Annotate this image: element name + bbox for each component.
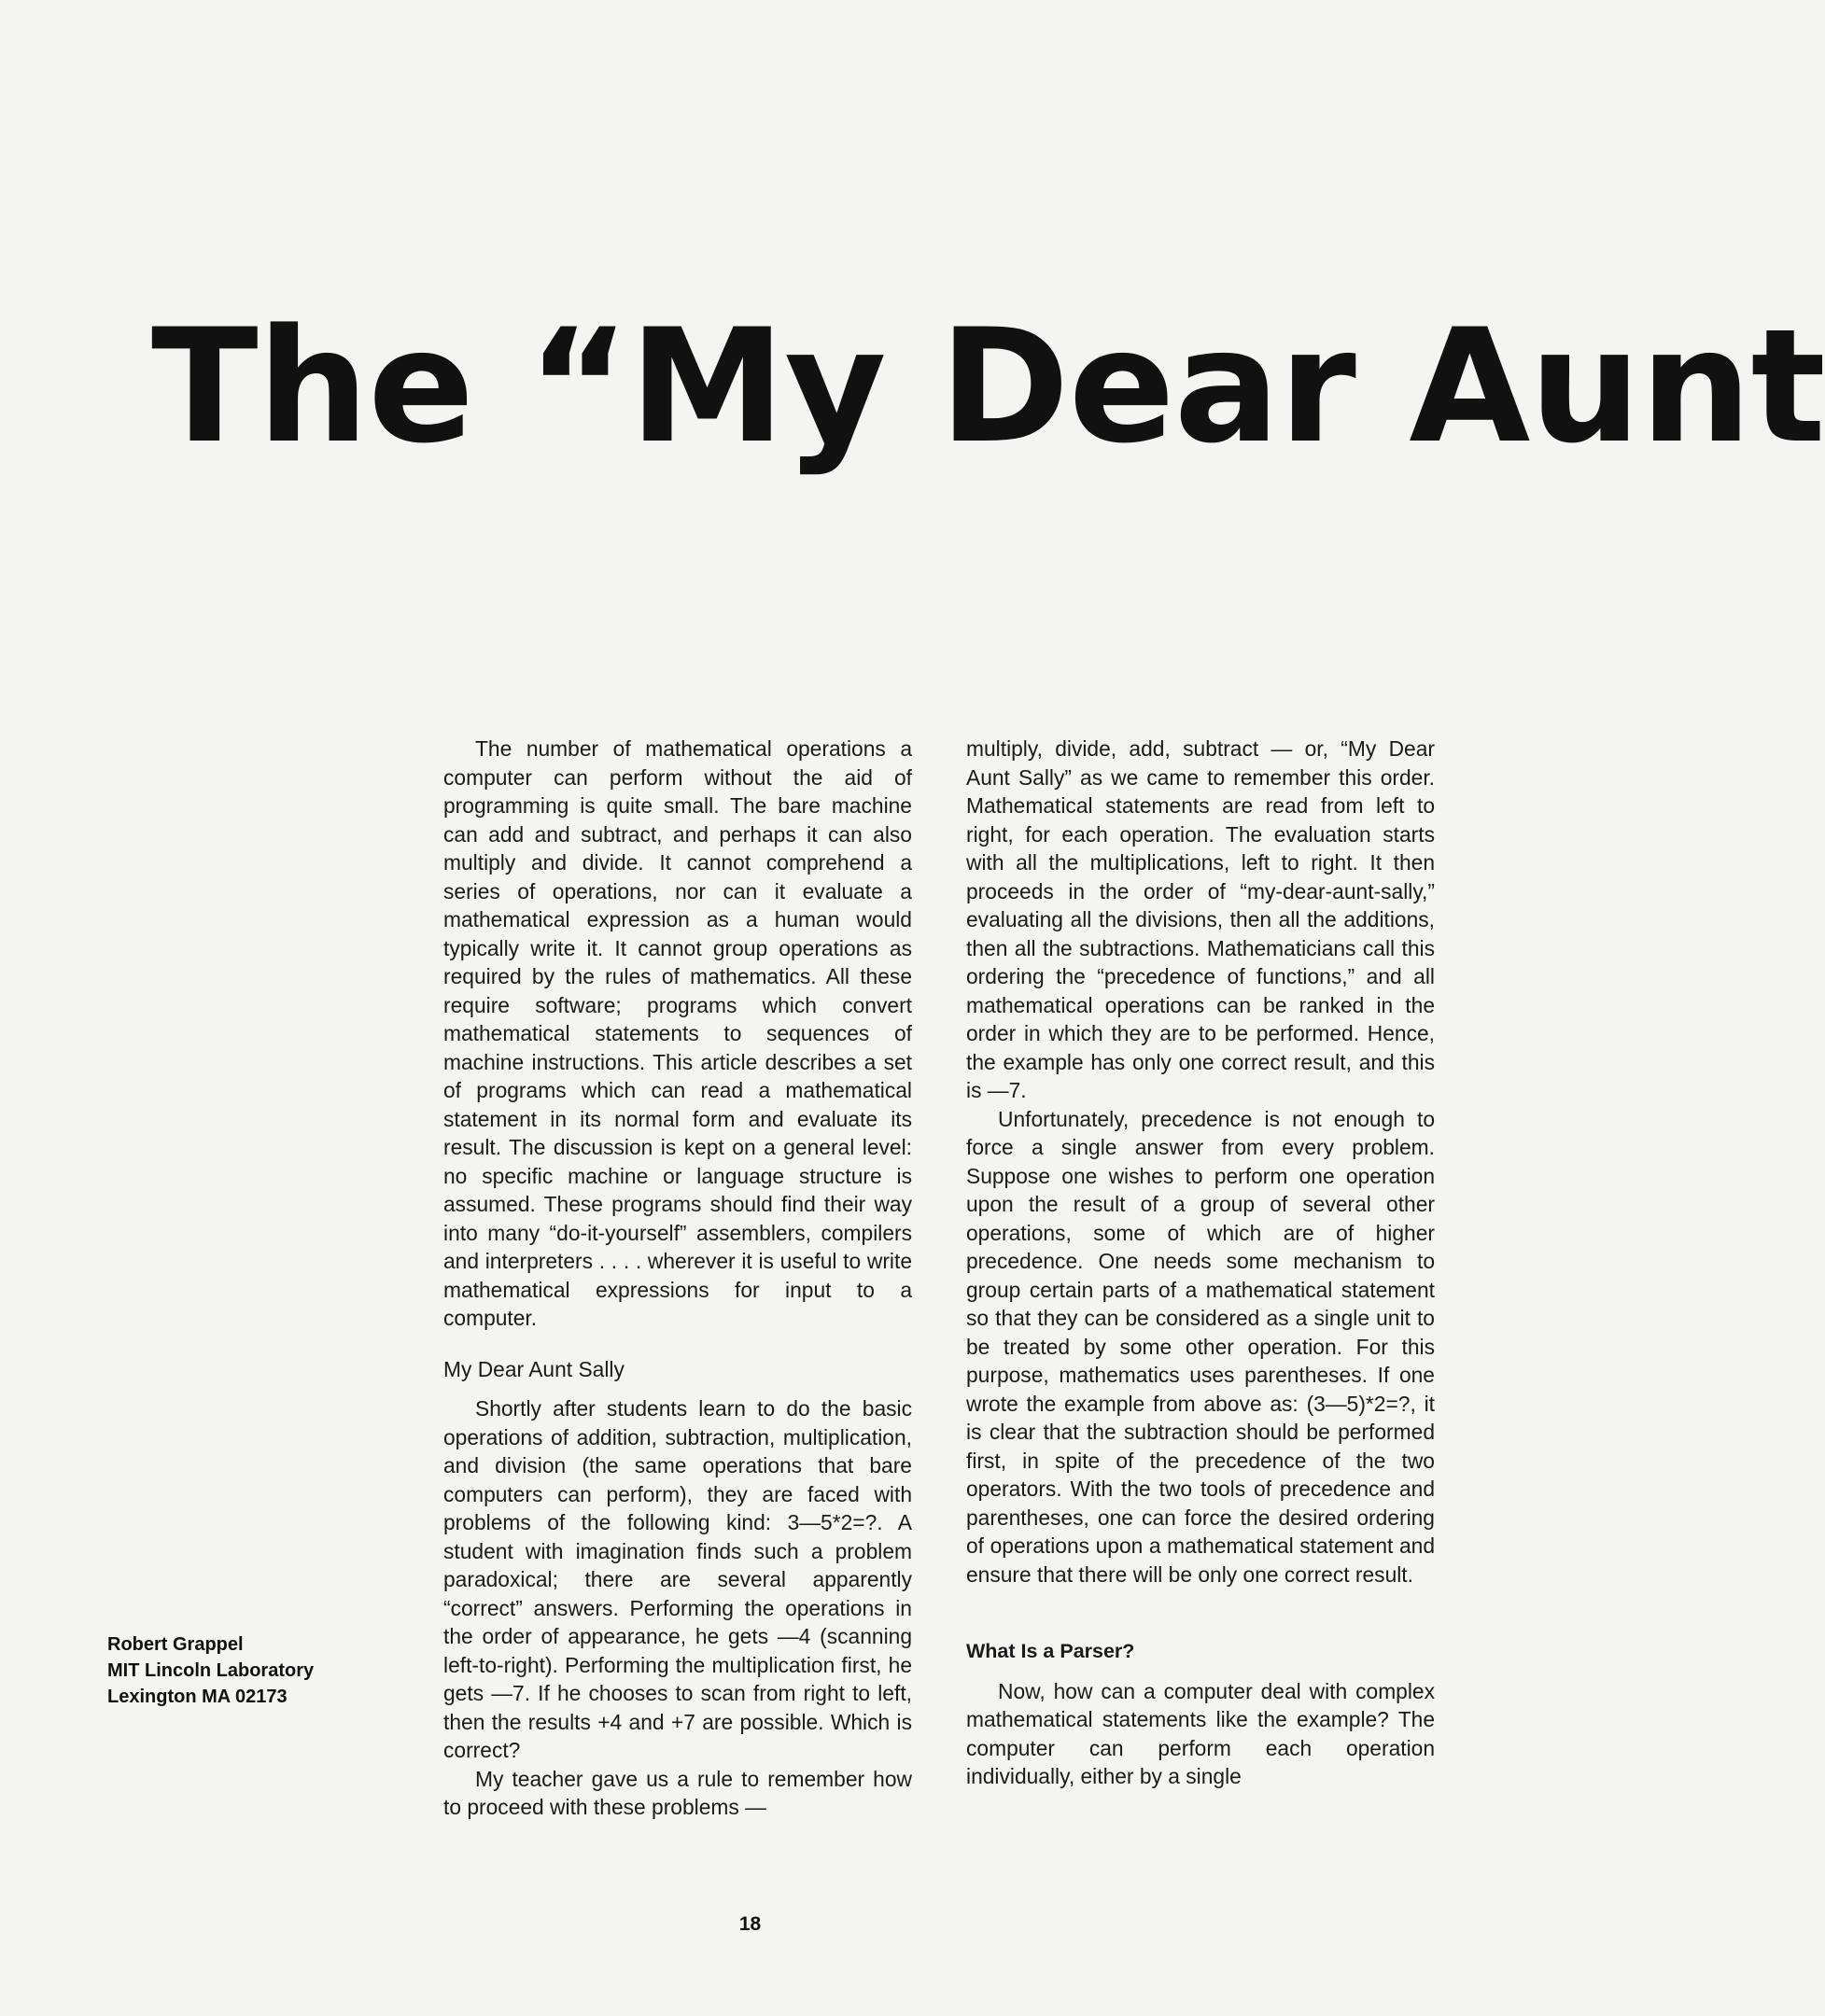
- intro-paragraph: The number of mathematical operations a computer can perform without the aid of programming is quite small. The bare machine can add and subtract, and perhaps it can also multiply and divide. It cannot comprehend a series of operations, nor can it evaluate a mathematical expression as a human would typically write it. It cannot group operations as required by the rules of mathematics. All these require software; programs which convert mathematical statements to sequences of machine instructions. This article describes a set of programs which can read a mathematical statement in its normal form and evaluate its result. The discussion is kept on a general level: no specific machine or language structure is assumed. These programs should find their way into many “do-it-yourself” assemblers, compilers and interpreters . . . . wherever it is useful to write mathematical expressions for input to a computer.: [443, 736, 912, 1330]
- body-paragraph: Unfortunately, precedence is not enough to force a single answer from every problem. Suppose one wishes to perform one operation upon the result of a group of several other operations, some of which are of higher precedence. One needs some mechanism to group certain parts of a mathematical statement so that they can be considered as a single unit to be treated by some other operation. For this purpose, mathematics uses parentheses. If one wrote the example from above as: (3—5)*2=?, it is clear that the subtraction should be performed first, in spite of the precedence of the two operators. With the two tools of precedence and parentheses, one can force the desired ordering of operations upon a mathematical statement and ensure that there will be only one correct result.: [966, 1106, 1435, 1587]
- author-affiliation: MIT Lincoln Laboratory: [107, 1660, 315, 1681]
- page-number: 18: [738, 1913, 762, 1935]
- author-location: Lexington MA 02173: [107, 1687, 288, 1707]
- author-block: [107, 1631, 314, 1710]
- author-name: Robert Grappel: [107, 1634, 244, 1655]
- section-heading-what-is-a-parser: What Is a Parser?: [966, 1640, 1135, 1662]
- right-column: [966, 735, 1435, 1791]
- body-paragraph: Now, how can a computer deal with complex mathematical statements like the example? The computer can perform each operation individually, either by a single: [966, 1678, 1435, 1788]
- article-title: The “My Dear Aunt: [151, 295, 1825, 478]
- section-heading-my-dear-aunt-sally: My Dear Aunt Sally: [443, 1356, 625, 1381]
- body-paragraph-continued: multiply, divide, add, subtract — or, “My Dear Aunt Sally” as we came to remember this order. Mathematical statements are read from left to right, for each operation. The evaluation starts with all the multiplications, left to right. It then proceeds in the order of “my-dear-aunt-sally,” evaluating all the divisions, then all the additions, then all the subtractions. Mathematicians call this ordering the “precedence of functions,” and all mathematical operations can be ranked in the order in which they are to be performed. Hence, the example has only one correct result, and this is —7.: [966, 736, 1435, 1102]
- left-column: [443, 735, 912, 1822]
- body-paragraph: Shortly after students learn to do the basic operations of addition, subtraction, multiplication, and division (the same operations that bare computers can perform), they are faced with problems of the following kind: 3—5*2=?. A student with imagination finds such a problem paradoxical; there are several apparently “correct” answers. Performing the operations in the order of appearance, he gets —4 (scanning left-to-right). Performing the multiplication first, he gets —7. If he chooses to scan from right to left, then the results +4 and +7 are possible. Which is correct?: [443, 1396, 912, 1762]
- body-paragraph: My teacher gave us a rule to remember how to proceed with these problems —: [443, 1766, 912, 1819]
